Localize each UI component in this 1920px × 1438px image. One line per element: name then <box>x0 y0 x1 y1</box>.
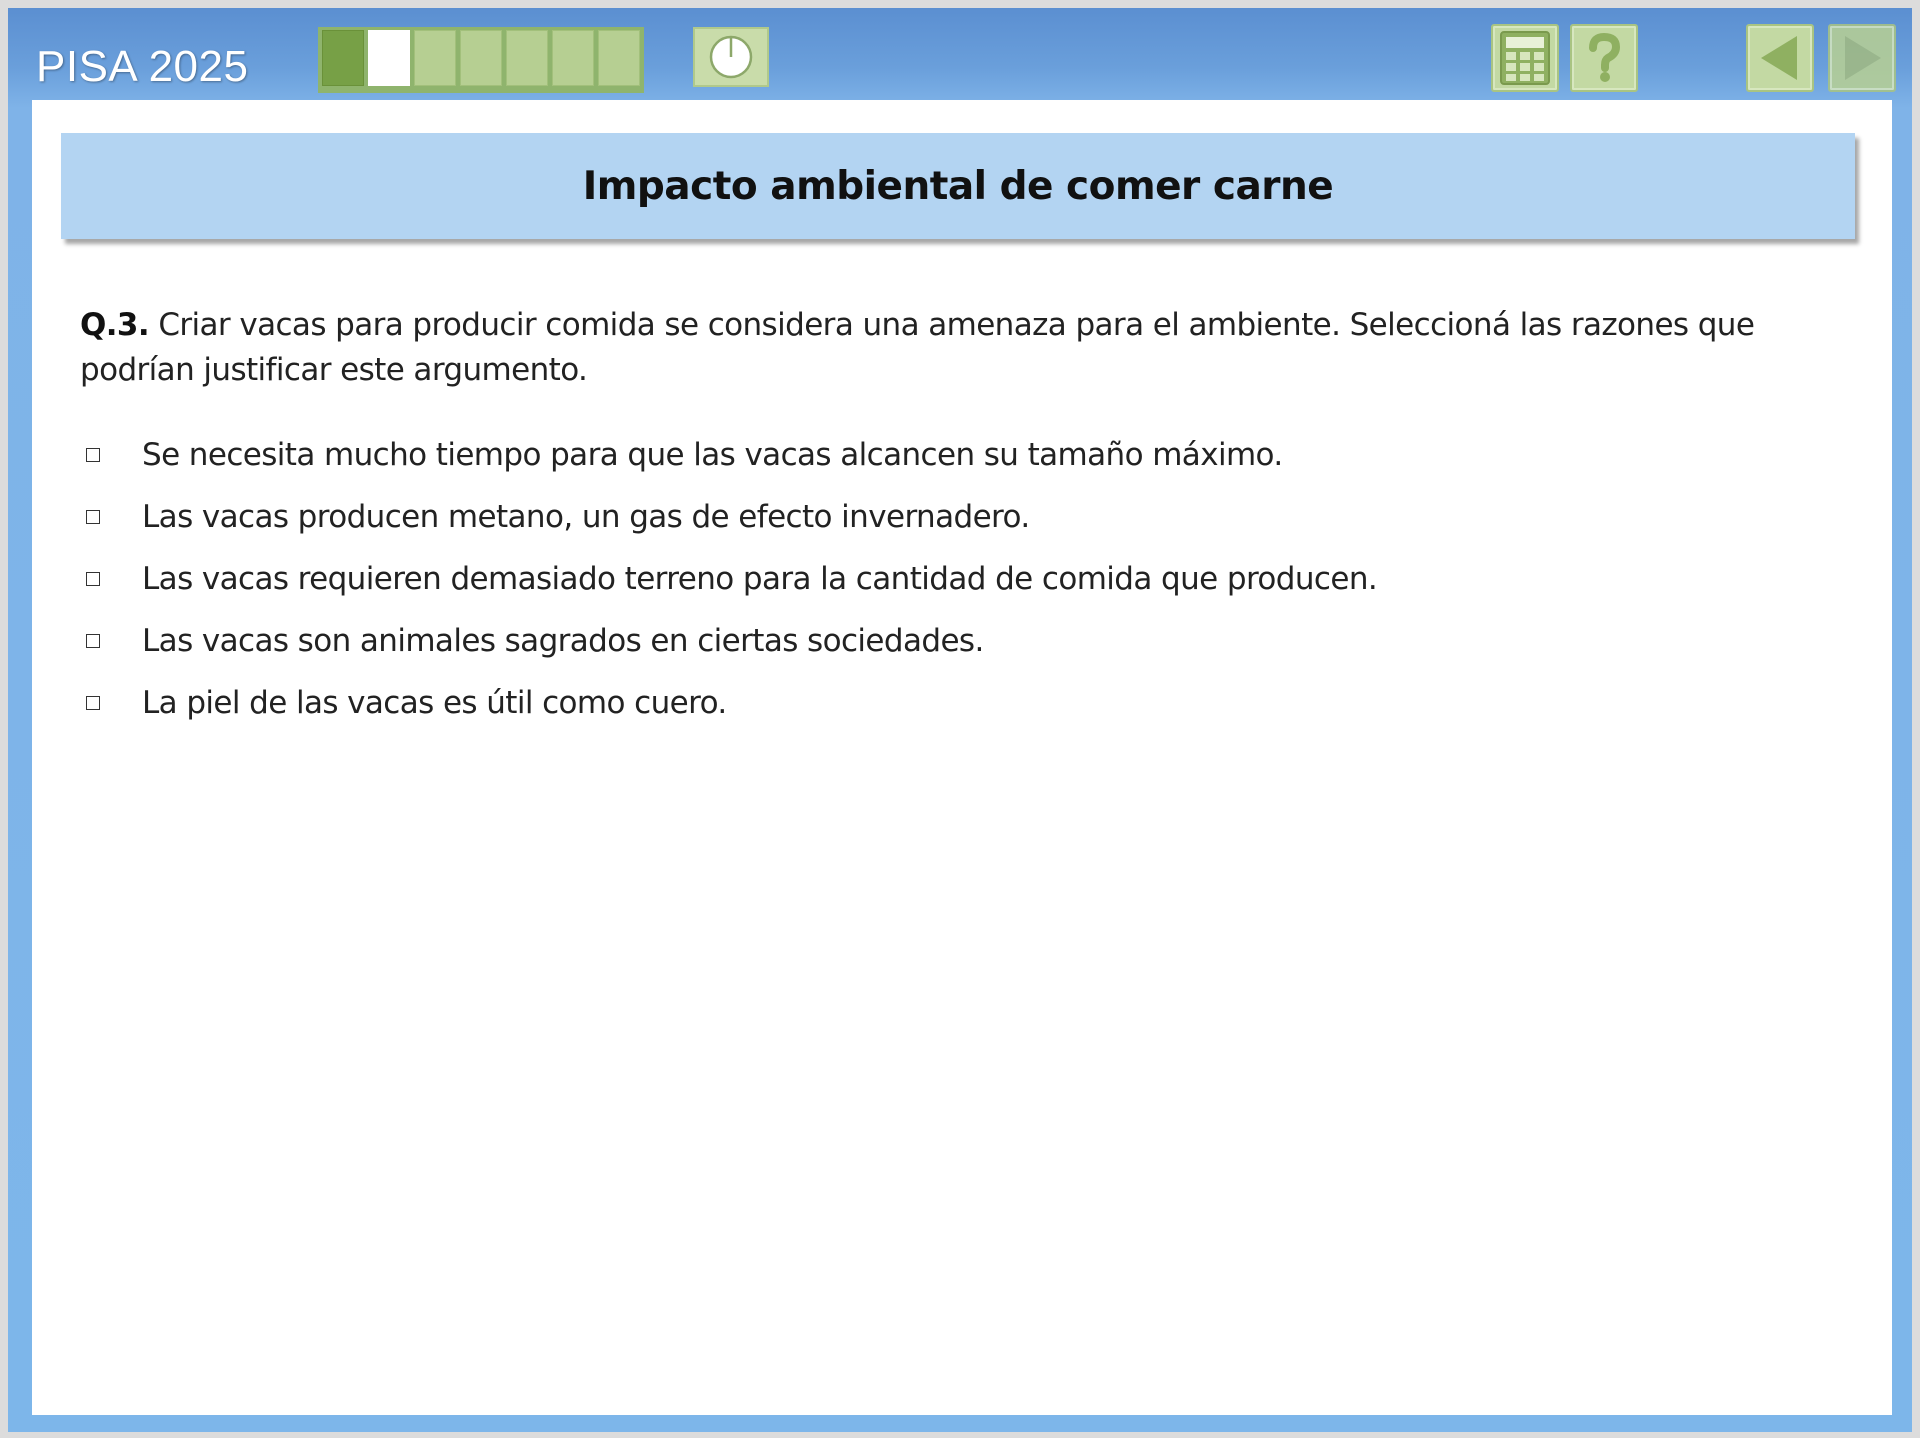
back-button[interactable] <box>1746 24 1814 92</box>
progress-segment <box>322 30 364 86</box>
progress-segment <box>552 30 594 86</box>
timer-icon <box>708 34 754 80</box>
checkbox[interactable] <box>86 696 100 710</box>
checkbox[interactable] <box>86 634 100 648</box>
answer-option[interactable] <box>80 424 1840 486</box>
timer-button[interactable] <box>693 27 769 87</box>
progress-segment <box>368 30 410 86</box>
unit-title-bar <box>61 133 1855 239</box>
progress-segment <box>506 30 548 86</box>
answer-option[interactable] <box>80 548 1840 610</box>
calculator-icon <box>1499 30 1551 86</box>
progress-segment <box>460 30 502 86</box>
answer-option[interactable] <box>80 486 1840 548</box>
progress-segment <box>414 30 456 86</box>
content-panel <box>32 100 1892 1415</box>
checkbox[interactable] <box>86 448 100 462</box>
checkbox[interactable] <box>86 572 100 586</box>
help-button[interactable] <box>1570 24 1638 92</box>
option-label: La piel de las vacas es útil como cuero. <box>142 685 727 721</box>
question-text: Criar vacas para producir comida se considera una amenaza para el ambiente. Seleccioná las razones que podrían justificar este argumento. <box>80 307 1755 388</box>
answer-option[interactable] <box>80 672 1840 734</box>
option-label: Se necesita mucho tiempo para que las vacas alcancen su tamaño máximo. <box>142 437 1283 473</box>
calculator-button[interactable] <box>1491 24 1559 92</box>
top-toolbar <box>8 8 1912 100</box>
option-label: Las vacas producen metano, un gas de efecto invernadero. <box>142 499 1030 535</box>
progress-indicator <box>318 27 644 93</box>
answer-option[interactable] <box>80 610 1840 672</box>
option-label: Las vacas requieren demasiado terreno para la cantidad de comida que producen. <box>142 561 1378 597</box>
option-label: Las vacas son animales sagrados en ciertas sociedades. <box>142 623 984 659</box>
next-button[interactable] <box>1828 24 1896 92</box>
progress-segment <box>598 30 640 86</box>
answer-options <box>80 424 1840 734</box>
question-stem <box>80 303 1840 393</box>
checkbox[interactable] <box>86 510 100 524</box>
pisa-logo: PISA 2025 <box>36 42 249 91</box>
next-arrow-icon <box>1837 31 1887 85</box>
help-icon <box>1582 32 1626 84</box>
question-number: Q.3. <box>80 307 150 343</box>
back-arrow-icon <box>1755 31 1805 85</box>
page-title: Impacto ambiental de comer carne <box>582 163 1334 209</box>
test-window <box>8 8 1912 1432</box>
